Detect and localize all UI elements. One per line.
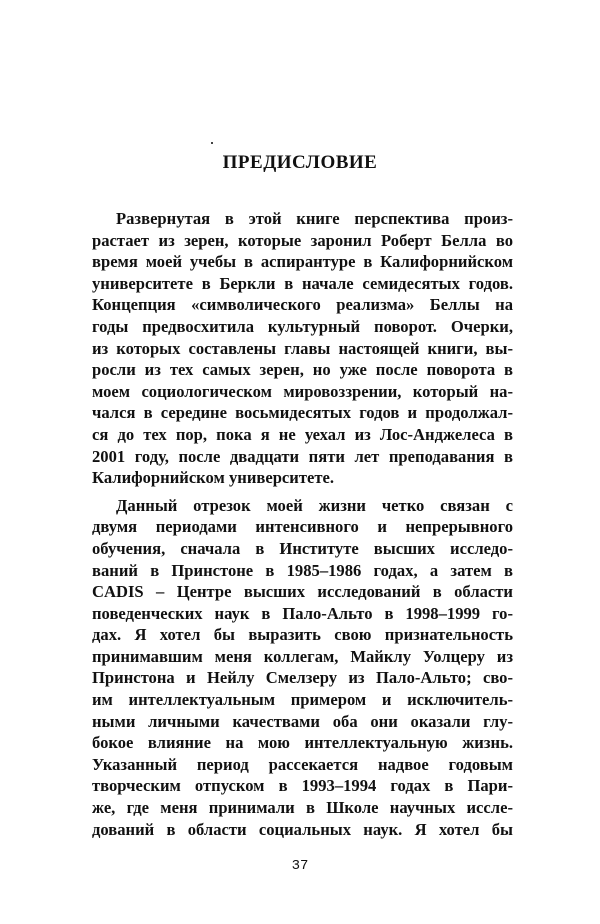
text-line: 2001 году, после двадцати пяти лет преподавания в <box>92 446 513 466</box>
text-line: обучения, сначала в Институте высших исследо- <box>92 538 513 558</box>
text-line: чался в середине восьмидесятых годов и продолжал- <box>92 403 513 423</box>
text-line: CADIS – Центре высших исследований в области <box>92 582 513 602</box>
text-line: бокое влияние на мою интеллектуальную жизнь. <box>92 733 513 753</box>
page-title: ПРЕДИСЛОВИЕ <box>222 152 378 173</box>
text-line: Развернутая в этой книге перспектива произ- <box>116 209 513 228</box>
text-line: творческим отпуском в 1993–1994 годах в Пари- <box>92 776 513 796</box>
text-line: Данный отрезок моей жизни четко связан с <box>116 495 513 515</box>
text-line: Калифорнийском университете. <box>92 468 335 488</box>
paragraph-1 <box>92 208 513 489</box>
text-line: дах. Я хотел бы выразить свою признательность <box>92 625 513 645</box>
text-line: растает из зерен, которые заронил Роберт Белла во <box>92 230 513 250</box>
text-line: из которых составлены главы настоящей книги, вы- <box>92 338 513 358</box>
body-text <box>92 208 513 840</box>
text-line: моем социологическом мировоззрении, который на- <box>92 381 513 401</box>
text-line: дований в области социальных наук. Я хотел бы <box>92 819 513 839</box>
text-line: годы предвосхитила культурный поворот. Очерки, <box>92 316 513 336</box>
text-line: принимавшим меня коллегам, Майклу Уолцеру из <box>92 646 513 666</box>
text-line: росли из тех самых зерен, но уже после поворота в <box>92 360 513 380</box>
text-line: университете в Беркли в начале семидесятых годов. <box>92 273 513 293</box>
text-line: поведенческих наук в Пало-Альто в 1998–1999 го- <box>92 603 513 623</box>
text-line: ваний в Принстоне в 1985–1986 годах, а затем в <box>92 560 513 580</box>
text-line: им интеллектуальным примером и исключитель- <box>92 690 513 710</box>
text-line: двумя периодами интенсивного и непрерывного <box>92 517 513 537</box>
text-line: Указанный период рассекается надвое годовым <box>92 754 513 774</box>
page-number: 37 <box>291 858 309 874</box>
text-line: ными личными качествами оба они оказали глу- <box>92 711 513 731</box>
text-line: Принстона и Нейлу Смелзеру из Пало-Альто; сво- <box>92 668 513 688</box>
paragraph-2 <box>92 495 513 841</box>
print-speck <box>211 142 213 144</box>
text-line: же, где меня принимали в Школе научных иссле- <box>92 798 513 818</box>
text-line: ся до тех пор, пока я не уехал из Лос-Анджелеса в <box>92 424 513 444</box>
text-line: время моей учебы в аспирантуре в Калифорнийском <box>92 252 513 272</box>
text-line: Концепция «символического реализма» Беллы на <box>92 295 513 315</box>
